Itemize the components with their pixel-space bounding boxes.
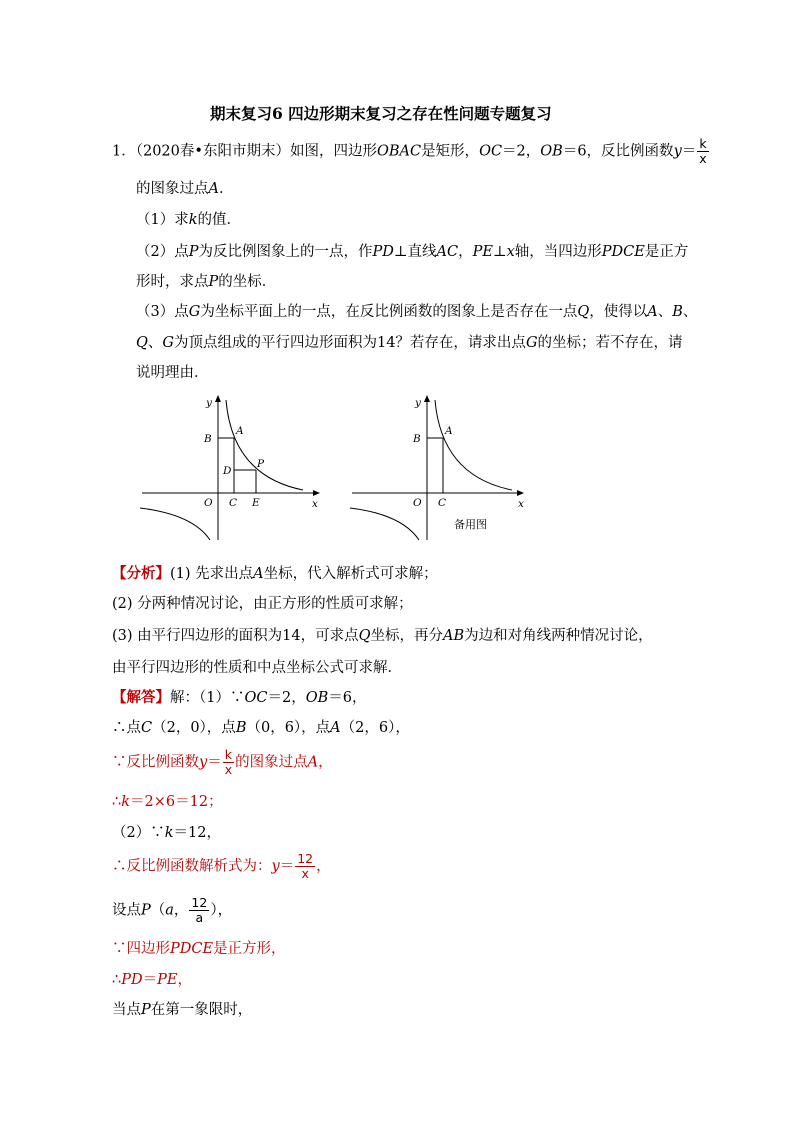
fraction-k-over-x: $\frac{k}{x}$	[224, 747, 233, 777]
hyperbola-branch-3	[140, 508, 210, 540]
question-3-line-3: 说明理由．	[136, 365, 209, 381]
label-x: x	[518, 498, 524, 510]
fraction-12-over-a: $\frac{12}{a}$	[191, 895, 208, 925]
fraction-k-over-x: $\frac{k}{x}$	[699, 136, 707, 166]
analysis-line-2: (2) 分两种情况讨论，由正方形的性质可求解；	[112, 596, 413, 612]
label-y: y	[206, 397, 212, 409]
label-P: P	[257, 458, 265, 470]
y-axis-arrow	[215, 395, 221, 402]
label-B: B	[413, 433, 421, 445]
label-y: y	[415, 397, 421, 409]
solution-line-4: ∴k＝2×6＝12；	[112, 794, 223, 810]
hyperbola-branch-3	[350, 508, 419, 540]
label-C: C	[229, 497, 238, 509]
label-x: x	[312, 498, 318, 510]
label-O: O	[204, 497, 213, 509]
x-axis-arrow	[313, 490, 320, 496]
solution-line-9: ∴PD＝PE，	[112, 972, 192, 988]
solution-tag: 【解答】	[112, 689, 170, 706]
solution-line-6: ∴反比例函数解析式为：y＝ $\frac{12}{x}$ ，	[112, 851, 331, 881]
question-2-line-2: 形时，求点P的坐标．	[136, 274, 277, 290]
question-1: （1）求k的值．	[136, 212, 242, 228]
question-3-line-1: （3）点G为坐标平面上的一点，在反比例函数的图象上是否存在一点Q，使得以A、B、	[136, 304, 698, 320]
analysis-line-1: 【分析】(1) 先求出点A坐标，代入解析式可求解；	[112, 565, 438, 582]
solution-line-3: ∵反比例函数y＝ $\frac{k}{x}$ 的图象过点A，	[112, 747, 333, 777]
label-C: C	[438, 497, 447, 509]
analysis-tag: 【分析】	[112, 565, 170, 582]
label-B: B	[204, 433, 212, 445]
question-3-line-2: Q、G为顶点组成的平行四边形面积为14？若存在，请求出点G的坐标；若不存在，请	[136, 335, 683, 351]
x-axis-arrow	[517, 490, 524, 496]
label-A: A	[236, 425, 244, 437]
problem-line-1: 1．（2020春•东阳市期末）如图，四边形OBAC是矩形，OC＝2，OB＝6，反比例函数y＝ $\frac{k}{x}$	[112, 136, 707, 166]
solution-line-7: 设点P（a， $\frac{12}{a}$ ），	[112, 895, 233, 925]
figure-2	[348, 392, 538, 542]
solution-line-2: ∴点C（2，0），点B（0，6），点A（2，6），	[112, 720, 410, 736]
problem-number: 1．	[112, 143, 136, 160]
y-axis-arrow	[424, 395, 430, 402]
page-title: 期末复习6 四边形期末复习之存在性问题专题复习	[210, 104, 552, 123]
hyperbola-branch-1	[226, 400, 303, 490]
solution-line-5: （2）∵k＝12，	[112, 825, 221, 841]
analysis-line-3: (3) 由平行四边形的面积为14，可求点Q坐标，再分AB为边和对角线两种情况讨论，	[112, 628, 653, 644]
question-2-line-1: （2）点P为反比例图象上的一点，作PD⊥直线AC，PE⊥x轴，当四边形PDCE是正方	[136, 244, 689, 260]
figure-caption: 备用图	[454, 518, 487, 531]
problem-source: （2020春•东阳市期末）	[135, 143, 290, 160]
label-A: A	[445, 425, 453, 437]
label-E: E	[252, 497, 260, 509]
fraction-12-over-x: $\frac{12}{x}$	[297, 851, 314, 881]
figure-1	[138, 392, 328, 542]
solution-line-10: 当点P在第一象限时，	[112, 1002, 253, 1018]
label-D: D	[223, 465, 232, 477]
solution-line-8: ∵四边形PDCE是正方形，	[112, 941, 286, 957]
label-O: O	[413, 497, 422, 509]
solution-line-1: 【解答】解：（1）∵OC＝2，OB＝6，	[112, 689, 367, 706]
hyperbola-branch-1	[435, 400, 512, 490]
analysis-line-4: 由平行四边形的性质和中点坐标公式可求解．	[112, 660, 402, 676]
problem-line-2: 的图象过点A．	[136, 181, 234, 197]
